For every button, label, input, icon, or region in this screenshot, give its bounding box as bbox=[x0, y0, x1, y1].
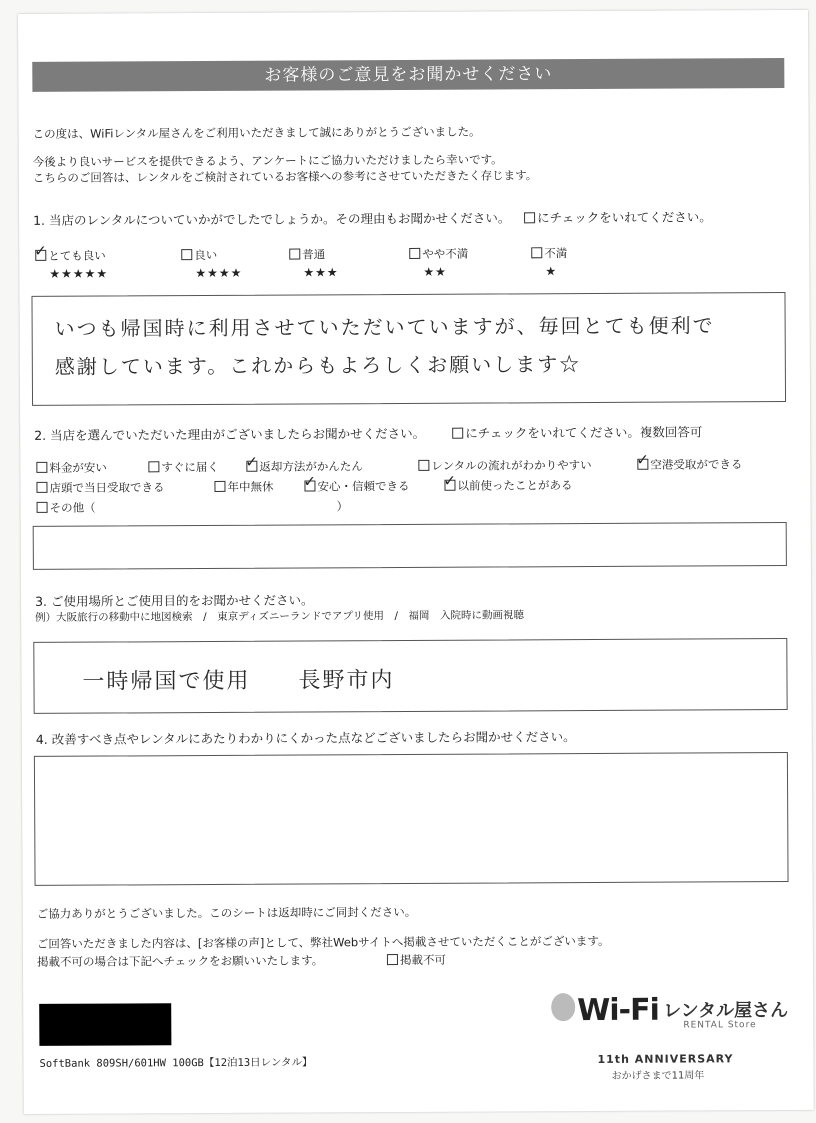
rating-stars: ★ bbox=[545, 264, 558, 279]
q1-option-good[interactable]: 良い ★★★★ bbox=[181, 247, 242, 280]
q2-option-airport-pickup[interactable]: ✓ 空港受取ができる bbox=[637, 456, 742, 473]
q1-answer-line-2: 感謝しています。これからもよろしくお願いします☆ bbox=[54, 352, 582, 379]
q3-answer: 一時帰国で使用 長野市内 bbox=[82, 668, 395, 695]
anniversary-text: 11th ANNIVERSARY bbox=[597, 1052, 734, 1066]
checkbox-checked-icon bbox=[35, 250, 46, 261]
q2-option-cheap[interactable]: 料金が安い bbox=[36, 460, 107, 476]
survey-sheet bbox=[18, 10, 814, 1114]
checkbox-checked-icon bbox=[444, 480, 455, 491]
checkbox-icon bbox=[409, 248, 420, 259]
q3-question: 3. ご使用場所とご使用目的をお聞かせください。 bbox=[35, 592, 314, 609]
anniversary-jp-text: おかげさまで11周年 bbox=[611, 1070, 705, 1082]
checkbox-icon bbox=[36, 462, 47, 473]
q1-answer-box[interactable] bbox=[31, 292, 786, 406]
publish-notice-1: ご回答いただきました内容は、[お客様の声]として、弊社Webサイトへ掲載させていただくことがございます。 bbox=[36, 933, 610, 951]
logo-rental-en: RENTAL Store bbox=[683, 1020, 757, 1031]
q2-option-fast-delivery[interactable]: すぐに届く bbox=[148, 459, 219, 475]
q4-answer-box[interactable] bbox=[34, 752, 789, 886]
device-info: SoftBank 809SH/601HW 100GB【12泊13日レンタル】 bbox=[39, 1056, 313, 1070]
checkbox-icon bbox=[387, 954, 398, 965]
checkbox-icon bbox=[181, 249, 192, 260]
q2-option-same-day-store[interactable]: 店頭で当日受取できる bbox=[36, 479, 164, 496]
rating-stars: ★★★ bbox=[303, 265, 339, 280]
q2-option-trustworthy[interactable]: ✓ 安心・信頼できる bbox=[304, 478, 409, 495]
logo-rental-text: レンタル屋さん bbox=[663, 999, 789, 1022]
q2-option-open-all-year[interactable]: 年中無休 bbox=[214, 479, 273, 495]
checkbox-checked-icon bbox=[246, 461, 257, 472]
q1-answer-line-1: いつも帰国時に利用させていただいていますが、毎回とても便利で bbox=[54, 313, 715, 341]
q1-option-very-good[interactable]: ✓とても良い ★★★★★ bbox=[35, 248, 108, 281]
mascot-icon bbox=[551, 993, 575, 1021]
logo-wifi-text: Wi-Fi bbox=[577, 992, 659, 1029]
wifi-rental-logo bbox=[551, 988, 801, 1049]
instruction-checkbox-icon bbox=[452, 428, 463, 439]
no-publish-option[interactable]: 掲載不可 bbox=[387, 952, 446, 968]
q3-answer-box[interactable] bbox=[33, 638, 787, 714]
q2-answer-box[interactable] bbox=[33, 522, 787, 570]
q2-option-easy-flow[interactable]: レンタルの流れがわかりやすい bbox=[418, 457, 591, 474]
rating-stars: ★★ bbox=[423, 264, 447, 279]
checkbox-checked-icon bbox=[304, 480, 315, 491]
q2-option-easy-return[interactable]: ✓ 返却方法がかんたん bbox=[246, 458, 363, 475]
q1-option-slightly-dissatisfied[interactable]: やや不満 ★★ bbox=[409, 246, 468, 279]
instruction-checkbox-icon bbox=[524, 212, 535, 223]
rating-stars: ★★★★ bbox=[195, 265, 243, 281]
q2-other-close: ） bbox=[336, 499, 349, 514]
checkbox-icon bbox=[289, 249, 300, 260]
q3-example: 例）大阪旅行の移動中に地図検索 / 東京ディズニーランドでアプリ使用 / 福岡 入院時に動画視聴 bbox=[35, 609, 525, 624]
checkbox-checked-icon bbox=[637, 459, 648, 470]
q4-question: 4. 改善すべき点やレンタルにあたりわかりにくかった点などございましたらお聞かせください。 bbox=[35, 729, 576, 747]
checkbox-icon bbox=[148, 461, 159, 472]
checkbox-icon bbox=[531, 247, 542, 258]
publish-notice-2: 掲載不可の場合は下記へチェックをお願いいたします。 bbox=[36, 953, 324, 969]
checkbox-icon bbox=[37, 502, 48, 513]
redacted-block bbox=[39, 1003, 171, 1046]
thanks-text: ご協力ありがとうございました。このシートは返却時にご同封ください。 bbox=[36, 904, 417, 921]
page-title: お客様のご意見をお聞かせください bbox=[32, 58, 784, 92]
checkbox-icon bbox=[214, 481, 225, 492]
q1-question: 1. 当店のレンタルについていかがでしたでしょうか。その理由もお聞かせください。 bbox=[33, 210, 511, 228]
checkbox-icon bbox=[418, 460, 429, 471]
q1-option-dissatisfied[interactable]: 不満 ★ bbox=[531, 245, 567, 278]
q2-option-other[interactable]: その他（ bbox=[37, 500, 96, 516]
intro-line-2: 今後より良いサービスを提供できるよう、アンケートにご協力いただけましたら幸いです。 bbox=[32, 152, 503, 169]
intro-line-3: こちらのご回答は、レンタルをご検討されているお客様への参考にさせていただきたく存じます。 bbox=[32, 168, 538, 185]
checkbox-icon bbox=[36, 482, 47, 493]
q2-question: 2. 当店を選んでいただいた理由がございましたらお聞かせください。 bbox=[34, 425, 426, 443]
q2-instruction: にチェックをいれてください。複数回答可 bbox=[452, 422, 702, 441]
intro-line-1: この度は、WiFiレンタル屋さんをご利用いただきまして誠にありがとうございました。 bbox=[32, 124, 481, 141]
q2-option-used-before[interactable]: ✓ 以前使ったことがある bbox=[444, 477, 572, 494]
q1-option-normal[interactable]: 普通 ★★★ bbox=[289, 246, 338, 279]
q1-instruction: にチェックをいれてください。 bbox=[524, 207, 712, 226]
rating-stars: ★★★★★ bbox=[49, 266, 109, 281]
